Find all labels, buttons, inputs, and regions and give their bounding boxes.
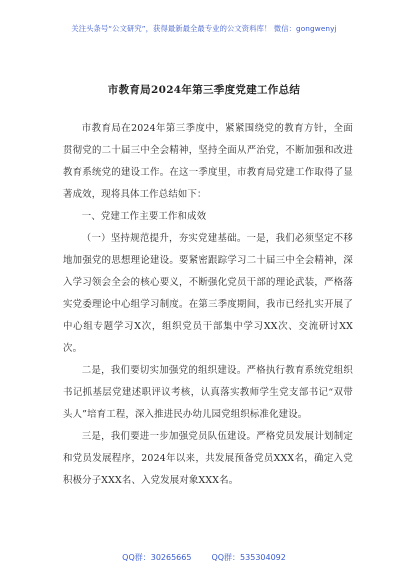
intro-paragraph: 市教育局在2024年第三季度中，紧紧围绕党的教育方针，全面贯彻党的二十届三中全会精神，坚持全面从严治党，不断加强和改进教育系统党的建设工作。在这一季度里，市教育局党建工作取得了显著成效，现将具体工作总结如下： (63, 123, 353, 200)
paragraph-organization: 二是，我们要切实加强党的组织建设。严格执行教育系统党组织书记抓基层党建述职评议考核，认真落实教师学生党支部书记“双带头人”培育工程，深入推进民办幼儿园党组织标准化建设。 (63, 365, 353, 420)
document-body (63, 118, 353, 492)
footer (0, 552, 408, 563)
section-heading: 一、党建工作主要工作和成效 (81, 211, 207, 222)
footer-qq-group-2: QQ群：535304092 (211, 553, 286, 562)
document-title: 市教育局2024年第三季度党建工作总结 (107, 84, 301, 96)
paragraph-standardization: （一）坚持规范提升，夯实党建基础。一是，我们必须坚定不移地加强党的思想理论建设。要紧密跟踪学习二十届三中全会精神，深入学习领会全会的核心要义，不断强化党员干部的理论武装，严格落实党委理论中心组学习制度。在第三季度期间，我市已经扎实开展了中心组专题学习X次，组织党员干部集中学习XX次、交流研讨XX次。 (63, 233, 353, 354)
footer-qq-group-1: QQ群：30265665 (122, 553, 192, 562)
paragraph-membership: 三是，我们要进一步加强党员队伍建设。严格党员发展计划制定和党员发展程序，2024年以来，共发展预备党员XXX名，确定入党积极分子XXX名、入党发展对象XXX名。 (63, 431, 353, 486)
header-banner: 关注头条号“公文研究”，获得最新最全最专业的公文资料库！ 微信：gongwenyj (71, 24, 337, 33)
